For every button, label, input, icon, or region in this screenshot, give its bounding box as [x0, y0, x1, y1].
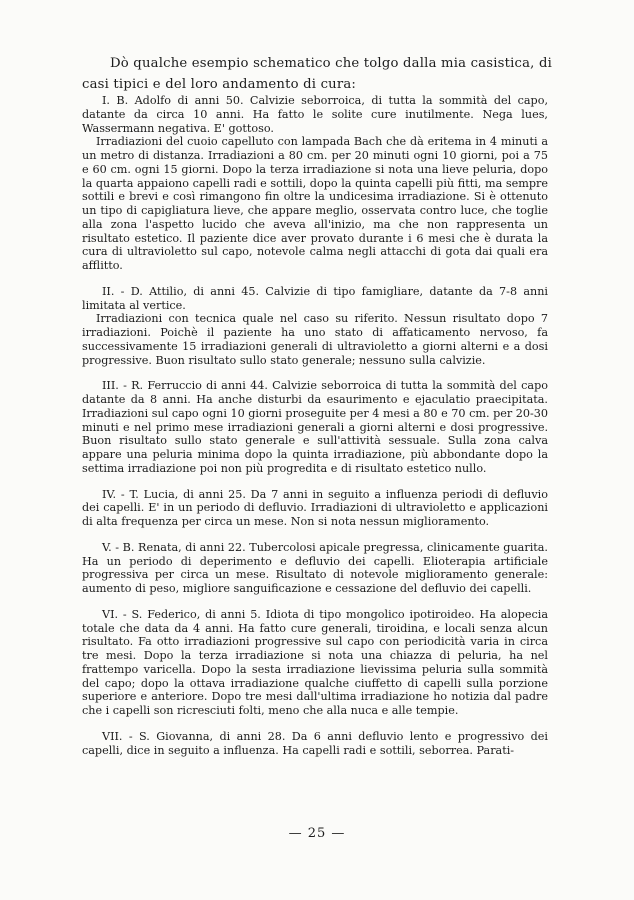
case-2-summary: II. - D. Attilio, di anni 45. Calvizie di tipo famigliare, datante da 7-8 anni limitata al vertice. [82, 284, 548, 312]
case-3 [82, 379, 548, 475]
case-5-summary: V. - B. Renata, di anni 22. Tubercolosi apicale pregressa, clinicamente guarita. Ha un periodo di deperimento e defluvio dei capelli. Elioterapia artificiale progressiva per circa un mese. Risultato di notevole miglioramento generale: aumento di peso, migliore sanguificazione e cessazione del defluvio dei capelli. [82, 540, 548, 595]
case-1 [82, 94, 548, 273]
case-4 [82, 488, 548, 529]
case-3-summary: III. - R. Ferruccio di anni 44. Calvizie seborroica di tutta la sommità del capo datante da 8 anni. Ha anche disturbi da esaurimento e ejaculatio praecipitata. Irradiazioni sul capo ogni 10 giorni proseguite per 4 mesi a 80 e 70 cm. per 20-30 minuti e nel primo mese irradiazioni generali a giorni alterni e dosi progressive. Buon risultato sullo stato generale e sull'attività sessuale. Sulla zona calva appare una peluria minima dopo la quinta irradiazione, più abbondante dopo la settima irradiazione poi non più progredita e di risultato estetico nullo. [82, 379, 549, 475]
case-list [82, 94, 548, 769]
case-5 [82, 541, 548, 596]
intro-paragraph: Dò qualche esempio schematico che tolgo dalla mia casistica, di casi tipici e del loro andamento di cura: [82, 56, 553, 93]
case-2 [82, 285, 548, 368]
case-6 [82, 608, 548, 718]
case-7-summary: VII. - S. Giovanna, di anni 28. Da 6 anni defluvio lento e progressivo dei capelli, dice in seguito a influenza. Ha capelli radi e sottili, seborrea. Parati- [82, 729, 548, 757]
case-6-summary: VI. - S. Federico, di anni 5. Idiota di tipo mongolico ipotiroideo. Ha alopecia totale che data da 4 anni. Ha fatto cure generali, tiroidina, e locali senza alcun risultato. Fa otto irradiazioni progressive sul capo con periodicità varia in circa tre mesi. Dopo la terza irradiazione si nota una chiazza di peluria, ha nel frattempo varicella. Dopo la sesta irradiazione lievissima peluria sulla sommità del capo; dopo la ottava irradiazione qualche ciuffetto di capelli sulla porzione superiore e anteriore. Dopo tre mesi dall'ultima irradiazione ho notizia dal padre che i capelli son ricresciuti folti, meno che alla nuca e alle tempie. [82, 607, 548, 717]
case-1-treatment: Irradiazioni del cuoio capelluto con lampada Bach che dà eritema in 4 minuti a un metro di distanza. Irradiazioni a 80 cm. per 20 minuti ogni 10 giorni, poi a 75 e 60 cm. ogni 15 giorni. Dopo la terza irradiazione si nota una lieve peluria, dopo la quarta appaiono capelli radi e sottili, dopo la quinta capelli più fitti, ma sempre sottili e brevi e così rimangono fin oltre la undicesima irradiazione. Si è ottenuto un tipo di capigliatura lieve, che appare meglio, osservata contro luce, che toglie alla zona l'aspetto lucido che aveva all'inizio, ma che non rappresenta un risultato estetico. Il paziente dice aver provato durante i 6 mesi che è durata la cura di ultravioletto sul capo, notevole calma negli attacchi di gota dai quali era afflitto. [82, 135, 548, 272]
case-2-treatment: Irradiazioni con tecnica quale nel caso su riferito. Nessun risultato dopo 7 irradiazioni. Poichè il paziente ha uno stato di affaticamento nervoso, fa successivamente 15 irradiazioni generali di ultravioletto a giorni alterni e a dosi progressive. Buon risultato sullo stato generale; nessuno sulla calvizie. [82, 312, 548, 367]
case-1-summary: I. B. Adolfo di anni 50. Calvizie seborroica, di tutta la sommità del capo, datante da circa 10 anni. Ha fatto le solite cure inutilmente. Nega lues, Wassermann negativa. E' gottoso. [82, 94, 548, 135]
page-number: — 25 — [288, 826, 346, 841]
case-7 [82, 730, 548, 758]
case-4-summary: IV. - T. Lucia, di anni 25. Da 7 anni in seguito a influenza periodi di defluvio dei capelli. E' in un periodo di defluvio. Irradiazioni di ultravioletto e applicazioni di alta frequenza per circa un mese. Non si nota nessun miglioramento. [82, 487, 548, 528]
